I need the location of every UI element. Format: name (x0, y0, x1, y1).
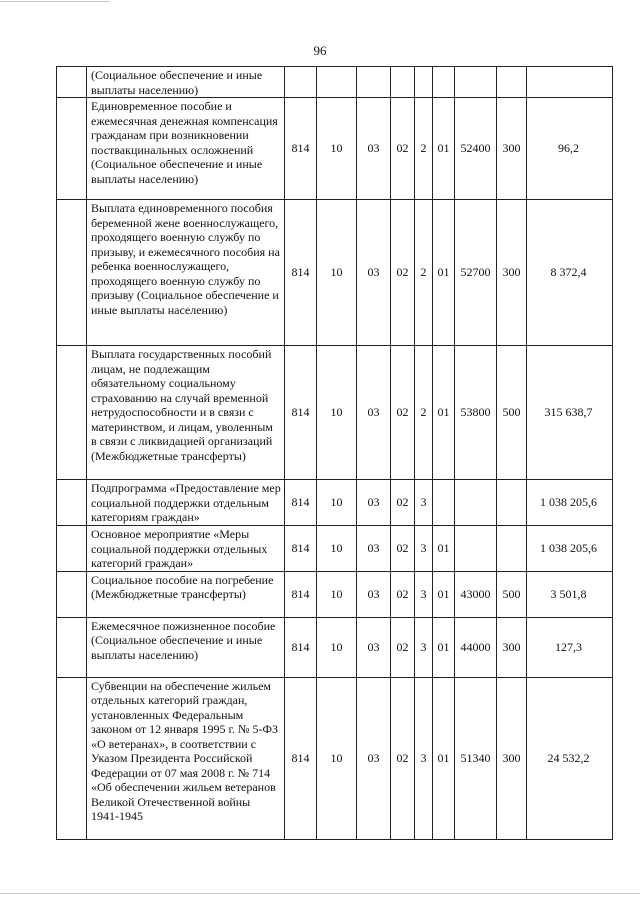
item-name: (Социальное обеспечение и иные выплаты населению) (87, 67, 285, 98)
scan-edge-bottom (0, 893, 640, 894)
item-name: Социальное пособие на погребение (Межбюджетные трансферты) (87, 571, 285, 617)
item-name: Выплата единовременного пособия беременной жене военнослужащего, проходящего военную службу по призыву, и ежемесячного пособия на ребенка военнослужащего, проходящего военную службу по призыву (Социальное обеспечение и иные выплаты населению) (87, 200, 285, 346)
section-code: 10 (317, 480, 357, 526)
amount: 1 038 205,6 (527, 480, 613, 526)
direction-code: 44000 (455, 617, 497, 677)
amount: 8 372,4 (527, 200, 613, 346)
index-cell (57, 346, 87, 480)
expense-type-code (497, 480, 527, 526)
program-code: 02 (391, 571, 415, 617)
subsection-code: 03 (357, 98, 391, 200)
subsection-code: 03 (357, 526, 391, 572)
section-code: 10 (317, 617, 357, 677)
amount: 3 501,8 (527, 571, 613, 617)
index-cell (57, 67, 87, 98)
subsection-code: 03 (357, 480, 391, 526)
direction-code (455, 67, 497, 98)
table-row (57, 526, 613, 572)
program-code: 02 (391, 480, 415, 526)
item-name: Единовременное пособие и ежемесячная денежная компенсация гражданам при возникновении поствакцинальных осложнений (Социальное обеспечение и иные выплаты населению) (87, 98, 285, 200)
item-name: Основное мероприятие «Меры социальной поддержки отдельных категорий граждан» (87, 526, 285, 572)
table-row (57, 480, 613, 526)
item-name: Ежемесячное пожизненное пособие (Социальное обеспечение и иные выплаты населению) (87, 617, 285, 677)
scan-edge-top (0, 1, 110, 2)
amount: 24 532,2 (527, 677, 613, 839)
index-cell (57, 200, 87, 346)
subprogram-code: 2 (415, 200, 433, 346)
expense-type-code (497, 67, 527, 98)
amount: 127,3 (527, 617, 613, 677)
amount (527, 67, 613, 98)
expense-type-code (497, 526, 527, 572)
subprogram-code: 2 (415, 346, 433, 480)
grbs-code (285, 67, 317, 98)
subsection-code: 03 (357, 346, 391, 480)
table-row (57, 677, 613, 839)
subsection-code: 03 (357, 617, 391, 677)
table-row (57, 346, 613, 480)
grbs-code: 814 (285, 571, 317, 617)
section-code (317, 67, 357, 98)
table-row (57, 571, 613, 617)
index-cell (57, 526, 87, 572)
subsection-code (357, 67, 391, 98)
section-code: 10 (317, 677, 357, 839)
program-code: 02 (391, 526, 415, 572)
index-cell (57, 571, 87, 617)
event-code (433, 67, 455, 98)
amount: 315 638,7 (527, 346, 613, 480)
section-code: 10 (317, 98, 357, 200)
direction-code: 52400 (455, 98, 497, 200)
table-row (57, 617, 613, 677)
section-code: 10 (317, 571, 357, 617)
program-code (391, 67, 415, 98)
section-code: 10 (317, 526, 357, 572)
event-code: 01 (433, 677, 455, 839)
event-code: 01 (433, 526, 455, 572)
index-cell (57, 98, 87, 200)
subprogram-code: 3 (415, 526, 433, 572)
program-code: 02 (391, 346, 415, 480)
grbs-code: 814 (285, 346, 317, 480)
expense-type-code: 300 (497, 98, 527, 200)
direction-code (455, 480, 497, 526)
subsection-code: 03 (357, 677, 391, 839)
subprogram-code: 2 (415, 98, 433, 200)
expense-type-code: 500 (497, 571, 527, 617)
amount: 1 038 205,6 (527, 526, 613, 572)
expense-type-code: 300 (497, 677, 527, 839)
item-name: Подпрограмма «Предоставление мер социальной поддержки отдельным категориям граждан» (87, 480, 285, 526)
subprogram-code: 3 (415, 480, 433, 526)
program-code: 02 (391, 677, 415, 839)
event-code: 01 (433, 571, 455, 617)
event-code: 01 (433, 98, 455, 200)
subsection-code: 03 (357, 200, 391, 346)
index-cell (57, 480, 87, 526)
item-name: Субвенции на обеспечение жильем отдельных категорий граждан, установленных Федеральным законом от 12 января 1995 г. № 5-ФЗ «О ветеранах», в соответствии с Указом Президента Российской Федерации от 07 мая 2008 г. № 714 «Об обеспечении жильем ветеранов Великой Отечественной войны 1941-1945 (87, 677, 285, 839)
subprogram-code: 3 (415, 617, 433, 677)
direction-code: 52700 (455, 200, 497, 346)
expense-type-code: 300 (497, 617, 527, 677)
grbs-code: 814 (285, 200, 317, 346)
direction-code: 43000 (455, 571, 497, 617)
subprogram-code: 3 (415, 571, 433, 617)
subprogram-code (415, 67, 433, 98)
index-cell (57, 617, 87, 677)
expense-type-code: 500 (497, 346, 527, 480)
program-code: 02 (391, 617, 415, 677)
section-code: 10 (317, 346, 357, 480)
direction-code: 51340 (455, 677, 497, 839)
grbs-code: 814 (285, 98, 317, 200)
budget-table (56, 66, 613, 840)
program-code: 02 (391, 200, 415, 346)
subsection-code: 03 (357, 571, 391, 617)
grbs-code: 814 (285, 526, 317, 572)
index-cell (57, 677, 87, 839)
table-row (57, 200, 613, 346)
event-code (433, 480, 455, 526)
event-code: 01 (433, 617, 455, 677)
table-row (57, 67, 613, 98)
amount: 96,2 (527, 98, 613, 200)
page-number: 96 (313, 43, 327, 58)
event-code: 01 (433, 346, 455, 480)
grbs-code: 814 (285, 480, 317, 526)
direction-code: 53800 (455, 346, 497, 480)
section-code: 10 (317, 200, 357, 346)
direction-code (455, 526, 497, 572)
table-row (57, 98, 613, 200)
event-code: 01 (433, 200, 455, 346)
grbs-code: 814 (285, 617, 317, 677)
expense-type-code: 300 (497, 200, 527, 346)
subprogram-code: 3 (415, 677, 433, 839)
table-body (57, 67, 613, 840)
grbs-code: 814 (285, 677, 317, 839)
item-name: Выплата государственных пособий лицам, не подлежащим обязательному социальному страхованию на случай временной нетрудоспособности и в связи с материнством, и лицам, уволенным в связи с ликвидацией организаций (Межбюджетные трансферты) (87, 346, 285, 480)
program-code: 02 (391, 98, 415, 200)
